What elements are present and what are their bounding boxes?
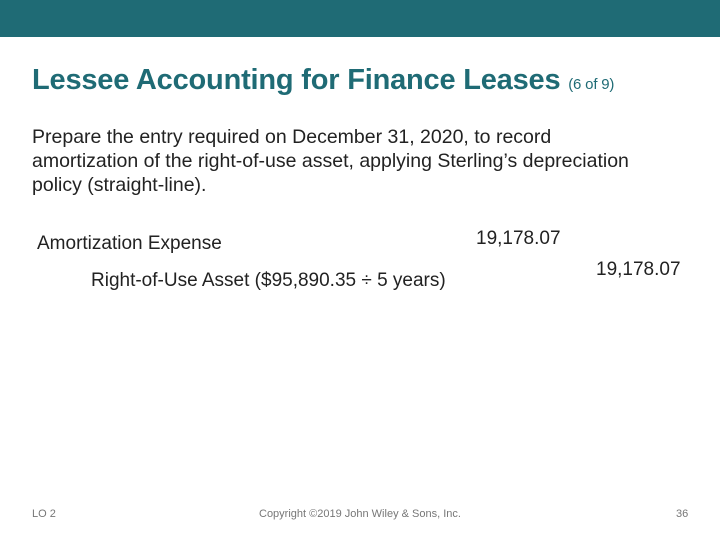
slide-subtitle: (6 of 9) [568,76,615,93]
prompt-text: Prepare the entry required on December 31, 2020, to record amortization of the right-of-use asset, applying Sterling’s depreciation policy (straight-line). [32,126,629,196]
slide-title [32,64,614,97]
header-bar [0,0,720,37]
credit-amount: 19,178.07 [596,259,681,280]
debit-account: Amortization Expense [37,233,222,254]
learning-objective: LO 2 [32,508,56,520]
copyright-notice: Copyright ©2019 John Wiley & Sons, Inc. [259,508,461,520]
debit-amount: 19,178.07 [476,228,561,249]
page-number: 36 [676,508,689,520]
credit-account: Right-of-Use Asset ($95,890.35 ÷ 5 years) [91,270,446,291]
slide-title-text: Lessee Accounting for Finance Leases [32,64,561,96]
